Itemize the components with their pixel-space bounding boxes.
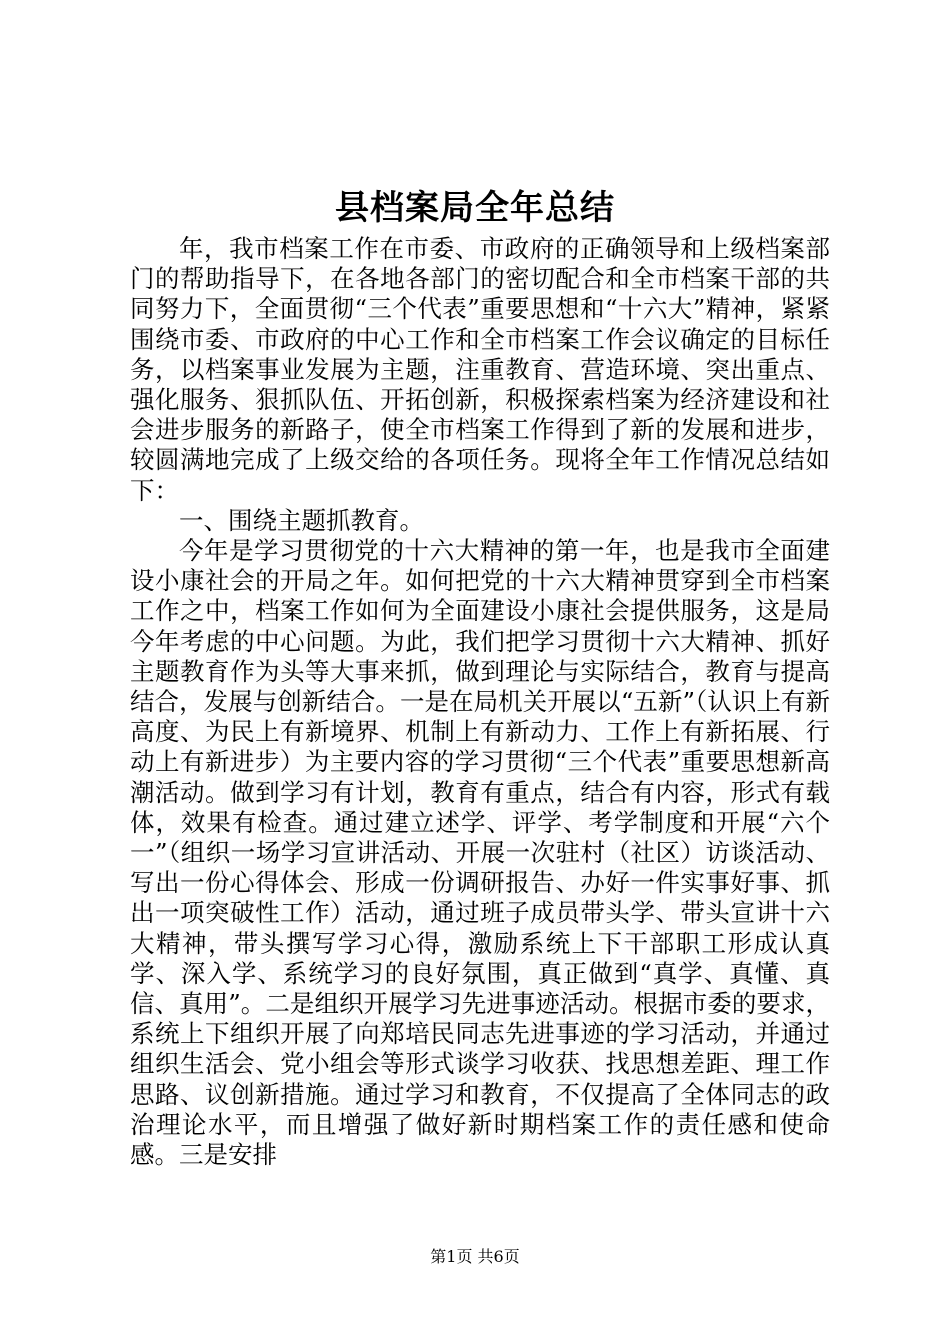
section-heading-1: 一、围绕主题抓教育。: [179, 505, 424, 535]
page-number: 第1页 共6页: [430, 1247, 520, 1266]
paragraph-section-1: 今年是学习贯彻党的十六大精神的第一年，也是我市全面建设小康社会的开局之年。如何把党的十六大精神贯穿到全市档案工作之中，档案工作如何为全面建设小康社会提供服务，这是局今年考虑的中心问题。为此，我们把学习贯彻十六大精神、抓好主题教育作为头等大事来抓，做到理论与实际结合，教育与提高结合，发展与创新结合。一是在局机关开展以“五新”（认识上有新高度、为民上有新境界、机制上有新动力、工作上有新拓展、行动上有新进步）为主要内容的学习贯彻“三个代表”重要思想新高潮活动。做到学习有计划，教育有重点，结合有内容，形式有载体，效果有检查。通过建立述学、评学、考学制度和开展“六个一”（组织一场学习宣讲活动、开展一次驻村（社区）访谈活动、写出一份心得体会、形成一份调研报告、办好一件实事好事、抓出一项突破性工作）活动，通过班子成员带头学、带头宣讲十六大精神，带头撰写学习心得，激励系统上下干部职工形成认真学、深入学、系统学习的良好氛围，真正做到“真学、真懂、真信、真用”。二是组织开展学习先进事迹活动。根据市委的要求，系统上下组织开展了向郑培民同志先进事迹的学习活动，并通过组织生活会、党小组会等形式谈学习收获、找思想差距、理工作思路、议创新措施。通过学习和教育，不仅提高了全体同志的政治理论水平，而且增强了做好新时期档案工作的责任感和使命感。三是安排: [130, 536, 830, 1170]
paragraph-intro: 年，我市档案工作在市委、市政府的正确领导和上级档案部门的帮助指导下，在各地各部门的密切配合和全市档案干部的共同努力下，全面贯彻“三个代表”重要思想和“十六大”精神，紧紧围绕市委、市政府的中心工作和全市档案工作会议确定的目标任务，以档案事业发展为主题，注重教育、营造环境、突出重点、强化服务、狠抓队伍、开拓创新，积极探索档案为经济建设和社会进步服务的新路子，使全市档案工作得到了新的发展和进步，较圆满地完成了上级交给的各项任务。现将全年工作情况总结如下：: [130, 234, 830, 505]
document-title: 县档案局全年总结: [335, 188, 615, 228]
document-body: [130, 234, 830, 1170]
